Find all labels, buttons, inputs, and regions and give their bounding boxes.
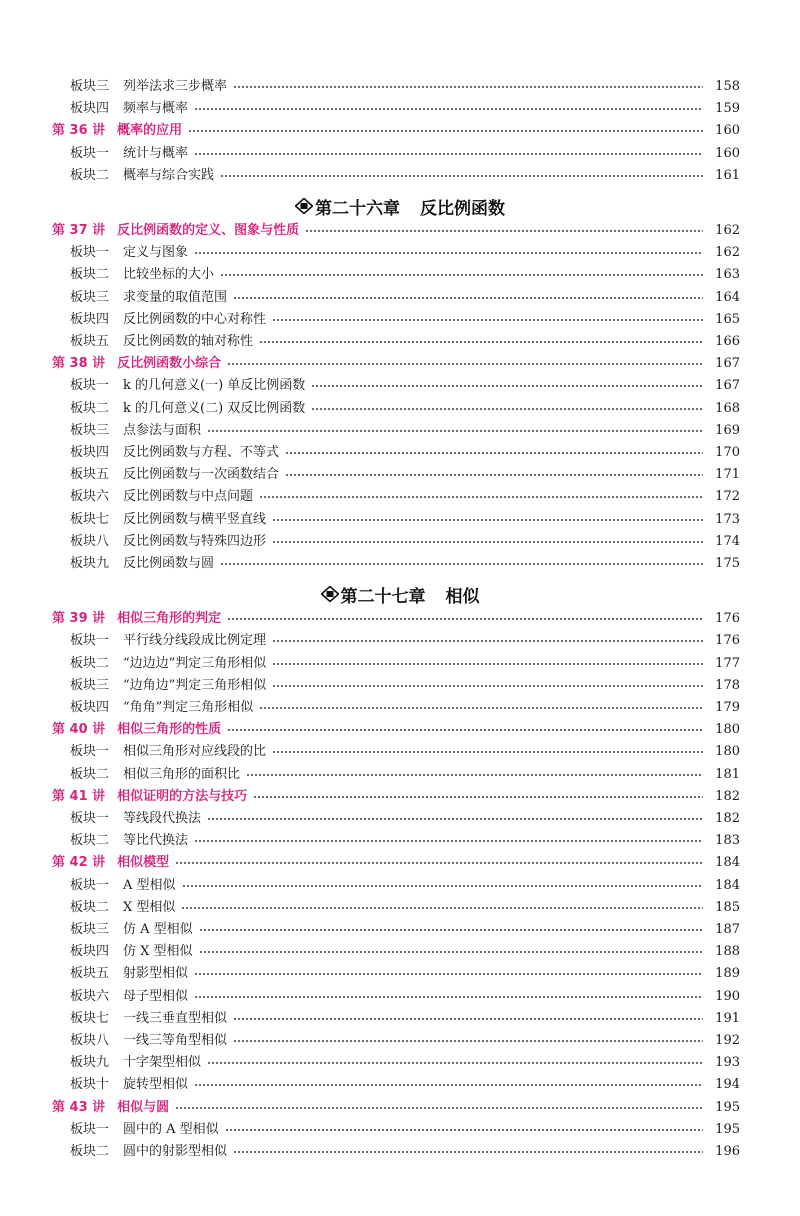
dot-leader bbox=[272, 519, 703, 521]
section-label: 板块二 bbox=[70, 400, 110, 416]
page-number: 184 bbox=[715, 877, 740, 893]
lecture-number: 第 37 讲 bbox=[52, 223, 106, 238]
section-entry[interactable] bbox=[0, 531, 800, 553]
page-number: 173 bbox=[715, 511, 740, 527]
chapter-number: 第二十六章 bbox=[315, 198, 400, 219]
section-title: 等比代换法 bbox=[123, 833, 189, 849]
dot-leader bbox=[220, 274, 703, 276]
page-number: 182 bbox=[715, 811, 740, 826]
section-entry[interactable] bbox=[0, 1074, 800, 1096]
dot-leader bbox=[233, 1151, 703, 1153]
dot-leader bbox=[182, 885, 704, 887]
section-entry[interactable] bbox=[0, 375, 800, 397]
page-number: 183 bbox=[715, 833, 740, 849]
section-label: 板块五 bbox=[70, 467, 110, 483]
dot-leader bbox=[233, 1040, 703, 1042]
page-number: 194 bbox=[715, 1077, 740, 1093]
section-entry[interactable] bbox=[0, 764, 800, 786]
lecture-entry[interactable] bbox=[0, 608, 800, 630]
dot-leader bbox=[227, 729, 703, 731]
lecture-number: 第 36 讲 bbox=[52, 123, 106, 139]
section-title: 概率与综合实践 bbox=[123, 167, 215, 183]
page-number: 160 bbox=[715, 123, 740, 139]
page-number: 161 bbox=[715, 167, 740, 183]
page-number: 189 bbox=[715, 966, 740, 982]
section-label: 板块二 bbox=[70, 167, 110, 183]
page-number: 193 bbox=[715, 1055, 740, 1071]
section-title: 定义与图象 bbox=[123, 245, 189, 261]
section-entry[interactable] bbox=[0, 808, 800, 830]
page-number: 190 bbox=[715, 988, 740, 1004]
dot-leader bbox=[194, 840, 703, 842]
dot-leader bbox=[253, 796, 703, 798]
section-label: 板块四 bbox=[70, 101, 110, 117]
lecture-title: 反比例函数小综合 bbox=[117, 356, 222, 372]
section-label: 板块一 bbox=[70, 245, 110, 261]
section-entry[interactable] bbox=[0, 331, 800, 353]
section-entry[interactable] bbox=[0, 1119, 800, 1141]
section-label: 板块九 bbox=[70, 1055, 110, 1071]
lecture-number: 第 41 讲 bbox=[52, 788, 106, 804]
section-entry[interactable] bbox=[0, 464, 800, 486]
section-entry[interactable] bbox=[0, 76, 800, 98]
section-entry[interactable] bbox=[0, 963, 800, 985]
dot-leader bbox=[259, 707, 703, 709]
section-entry[interactable] bbox=[0, 420, 800, 442]
dot-leader bbox=[225, 1129, 704, 1131]
dot-leader bbox=[194, 108, 703, 110]
dot-leader bbox=[207, 818, 703, 820]
section-entry[interactable] bbox=[0, 1008, 800, 1030]
dot-leader bbox=[175, 1107, 703, 1109]
page-number: 187 bbox=[715, 922, 740, 937]
page-number: 165 bbox=[715, 311, 740, 327]
lecture-number: 第 43 讲 bbox=[52, 1099, 106, 1115]
page-number: 174 bbox=[715, 533, 740, 549]
page-number: 170 bbox=[715, 445, 740, 460]
section-entry[interactable] bbox=[0, 630, 800, 652]
section-label: 板块二 bbox=[70, 833, 110, 849]
section-label: 板块三 bbox=[70, 422, 110, 438]
section-label: 板块八 bbox=[70, 533, 110, 549]
page-number: 195 bbox=[715, 1121, 740, 1137]
section-title: 求变量的取值范围 bbox=[123, 289, 228, 305]
lecture-title: 相似证明的方法与技巧 bbox=[117, 788, 248, 804]
section-title: 射影型相似 bbox=[123, 966, 189, 982]
dot-leader bbox=[207, 1062, 703, 1064]
dot-leader bbox=[272, 751, 703, 753]
dot-leader bbox=[259, 341, 703, 343]
chapter-number: 第二十七章 bbox=[340, 586, 426, 607]
dot-leader bbox=[233, 86, 703, 88]
page-number: 181 bbox=[715, 766, 740, 782]
section-title: 母子型相似 bbox=[123, 988, 189, 1004]
lecture-title: 相似与圆 bbox=[117, 1099, 170, 1115]
dot-leader bbox=[220, 563, 703, 565]
section-entry[interactable] bbox=[0, 741, 800, 763]
section-entry[interactable] bbox=[0, 509, 800, 531]
section-label: 板块二 bbox=[70, 766, 110, 782]
lecture-entry[interactable] bbox=[0, 786, 800, 808]
dot-leader bbox=[285, 474, 703, 476]
section-entry[interactable] bbox=[0, 553, 800, 575]
section-title: X 型相似 bbox=[123, 899, 176, 915]
section-title: 反比例函数的轴对称性 bbox=[123, 334, 254, 349]
section-entry[interactable] bbox=[0, 830, 800, 852]
section-label: 板块一 bbox=[70, 145, 110, 161]
dot-leader bbox=[272, 319, 703, 321]
section-entry[interactable] bbox=[0, 653, 800, 675]
section-title: 反比例函数的中心对称性 bbox=[123, 311, 267, 327]
page-number: 178 bbox=[715, 677, 740, 693]
section-entry[interactable] bbox=[0, 398, 800, 420]
page-number: 188 bbox=[715, 944, 740, 960]
section-label: 板块二 bbox=[70, 655, 110, 671]
section-title: “边角边”判定三角形相似 bbox=[123, 677, 267, 693]
section-title: k 的几何意义(二) 双反比例函数 bbox=[123, 400, 306, 416]
section-entry[interactable] bbox=[0, 919, 800, 941]
section-title: 一线三等角型相似 bbox=[123, 1033, 228, 1048]
section-title: 等线段代换法 bbox=[123, 811, 202, 826]
section-title: 点参法与面积 bbox=[123, 422, 202, 438]
section-title: 相似三角形的面积比 bbox=[123, 766, 241, 782]
chapter-heading bbox=[0, 192, 800, 220]
page-number: 167 bbox=[715, 378, 740, 394]
lecture-title: 相似三角形的判定 bbox=[117, 611, 222, 627]
section-label: 板块十 bbox=[70, 1077, 110, 1093]
dot-leader bbox=[199, 951, 704, 953]
lecture-title: 相似模型 bbox=[117, 855, 170, 871]
section-label: 板块三 bbox=[70, 922, 110, 937]
section-title: 比较坐标的大小 bbox=[123, 267, 215, 283]
page-number: 172 bbox=[715, 489, 740, 505]
chapter-diamond-icon bbox=[295, 198, 313, 214]
page-number: 169 bbox=[715, 422, 740, 438]
chapter-title: 反比例函数 bbox=[420, 198, 505, 219]
section-entry[interactable] bbox=[0, 442, 800, 464]
page-number: 176 bbox=[715, 633, 740, 649]
page-number: 179 bbox=[715, 700, 740, 715]
section-label: 板块三 bbox=[70, 289, 110, 305]
section-title: 一线三垂直型相似 bbox=[123, 1010, 228, 1026]
dot-leader bbox=[175, 862, 703, 864]
section-entry[interactable] bbox=[0, 1141, 800, 1163]
page-number: 162 bbox=[715, 223, 740, 238]
page-number: 180 bbox=[715, 722, 740, 738]
page-number: 162 bbox=[715, 245, 740, 261]
section-label: 板块一 bbox=[70, 378, 110, 394]
section-title: 旋转型相似 bbox=[123, 1077, 189, 1093]
section-label: 板块四 bbox=[70, 445, 110, 460]
dot-leader bbox=[194, 153, 703, 155]
section-title: 反比例函数与中点问题 bbox=[123, 489, 254, 505]
lecture-number: 第 39 讲 bbox=[52, 611, 106, 627]
section-title: 平行线分线段成比例定理 bbox=[123, 633, 267, 649]
section-label: 板块四 bbox=[70, 700, 110, 715]
lecture-number: 第 38 讲 bbox=[52, 356, 106, 372]
section-entry[interactable] bbox=[0, 897, 800, 919]
dot-leader bbox=[272, 541, 703, 543]
section-label: 板块二 bbox=[70, 899, 110, 915]
page-number: 175 bbox=[715, 556, 740, 571]
section-entry[interactable] bbox=[0, 675, 800, 697]
section-label: 板块五 bbox=[70, 334, 110, 349]
section-title: 反比例函数与圆 bbox=[123, 556, 215, 571]
section-entry[interactable] bbox=[0, 242, 800, 264]
dot-leader bbox=[246, 774, 703, 776]
lecture-entry[interactable] bbox=[0, 1097, 800, 1119]
section-entry[interactable] bbox=[0, 1030, 800, 1052]
dot-leader bbox=[207, 430, 703, 432]
dot-leader bbox=[181, 907, 703, 909]
section-label: 板块七 bbox=[70, 1010, 110, 1026]
lecture-entry[interactable] bbox=[0, 353, 800, 375]
section-title: 反比例函数与横平竖直线 bbox=[123, 511, 267, 527]
page-number: 184 bbox=[715, 855, 740, 871]
dot-leader bbox=[272, 685, 703, 687]
page-number: 191 bbox=[715, 1010, 740, 1026]
section-label: 板块一 bbox=[70, 877, 110, 893]
dot-leader bbox=[259, 496, 703, 498]
section-title: 反比例函数与特殊四边形 bbox=[123, 533, 267, 549]
page-number: 166 bbox=[715, 334, 740, 349]
chapter-title: 相似 bbox=[445, 586, 480, 607]
dot-leader bbox=[199, 929, 704, 931]
dot-leader bbox=[272, 663, 703, 665]
page-number: 163 bbox=[715, 267, 740, 283]
section-title: 统计与概率 bbox=[123, 145, 189, 161]
section-label: 板块五 bbox=[70, 966, 110, 982]
section-entry[interactable] bbox=[0, 1052, 800, 1074]
section-entry[interactable] bbox=[0, 875, 800, 897]
section-title: 列举法求三步概率 bbox=[123, 79, 228, 94]
lecture-entry[interactable] bbox=[0, 719, 800, 741]
section-title: A 型相似 bbox=[123, 877, 176, 893]
section-entry[interactable] bbox=[0, 309, 800, 331]
lecture-entry[interactable] bbox=[0, 220, 800, 242]
dot-leader bbox=[194, 1084, 703, 1086]
section-title: “角角”判定三角形相似 bbox=[123, 700, 254, 715]
lecture-title: 相似三角形的性质 bbox=[117, 722, 222, 738]
section-label: 板块八 bbox=[70, 1033, 110, 1048]
section-label: 板块二 bbox=[70, 267, 110, 283]
section-entry[interactable] bbox=[0, 264, 800, 286]
section-title: 频率与概率 bbox=[123, 101, 189, 117]
section-title: 圆中的射影型相似 bbox=[123, 1144, 228, 1159]
section-label: 板块一 bbox=[70, 811, 110, 826]
page-number: 167 bbox=[715, 356, 740, 372]
dot-leader bbox=[285, 452, 703, 454]
section-title: “边边边”判定三角形相似 bbox=[123, 655, 267, 671]
dot-leader bbox=[227, 618, 703, 620]
page-number: 195 bbox=[715, 1099, 740, 1115]
section-label: 板块三 bbox=[70, 677, 110, 693]
dot-leader bbox=[194, 996, 703, 998]
section-entry[interactable] bbox=[0, 986, 800, 1008]
section-label: 板块九 bbox=[70, 556, 110, 571]
lecture-entry[interactable] bbox=[0, 120, 800, 142]
section-entry[interactable] bbox=[0, 941, 800, 963]
page-number: 185 bbox=[715, 899, 740, 915]
dot-leader bbox=[220, 175, 703, 177]
page-number: 192 bbox=[715, 1033, 740, 1048]
lecture-number: 第 40 讲 bbox=[52, 722, 106, 738]
page-number: 158 bbox=[715, 79, 740, 94]
section-title: k 的几何意义(一) 单反比例函数 bbox=[123, 378, 306, 394]
section-label: 板块四 bbox=[70, 311, 110, 327]
section-label: 板块一 bbox=[70, 633, 110, 649]
section-title: 反比例函数与一次函数结合 bbox=[123, 467, 280, 483]
page-number: 177 bbox=[715, 655, 740, 671]
section-entry[interactable] bbox=[0, 143, 800, 165]
section-label: 板块一 bbox=[70, 744, 110, 760]
section-title: 仿 X 型相似 bbox=[123, 944, 193, 960]
section-label: 板块六 bbox=[70, 988, 110, 1004]
lecture-title: 概率的应用 bbox=[117, 123, 183, 139]
page-number: 160 bbox=[715, 145, 740, 161]
section-title: 仿 A 型相似 bbox=[123, 922, 193, 937]
chapter-heading bbox=[0, 580, 800, 608]
dot-leader bbox=[188, 130, 703, 132]
section-label: 板块二 bbox=[70, 1144, 110, 1159]
page-number: 180 bbox=[715, 744, 740, 760]
chapter-diamond-icon bbox=[321, 586, 339, 602]
page-number: 182 bbox=[715, 788, 740, 804]
dot-leader bbox=[194, 973, 703, 975]
section-label: 板块六 bbox=[70, 489, 110, 505]
page-number: 176 bbox=[715, 611, 740, 627]
dot-leader bbox=[194, 252, 703, 254]
section-label: 板块一 bbox=[70, 1121, 110, 1137]
section-title: 圆中的 A 型相似 bbox=[123, 1121, 219, 1137]
dot-leader bbox=[305, 230, 703, 232]
section-title: 反比例函数与方程、不等式 bbox=[123, 445, 280, 460]
section-label: 板块四 bbox=[70, 944, 110, 960]
lecture-title: 反比例函数的定义、图象与性质 bbox=[117, 223, 300, 238]
dot-leader bbox=[272, 640, 703, 642]
page-number: 164 bbox=[715, 289, 740, 305]
section-entry[interactable] bbox=[0, 486, 800, 508]
section-title: 相似三角形对应线段的比 bbox=[123, 744, 267, 760]
lecture-number: 第 42 讲 bbox=[52, 855, 106, 871]
dot-leader bbox=[233, 297, 703, 299]
section-entry[interactable] bbox=[0, 287, 800, 309]
section-entry[interactable] bbox=[0, 98, 800, 120]
dot-leader bbox=[311, 408, 703, 410]
section-entry[interactable] bbox=[0, 697, 800, 719]
section-title: 十字架型相似 bbox=[123, 1055, 202, 1071]
page-number: 171 bbox=[715, 467, 740, 483]
dot-leader bbox=[227, 363, 703, 365]
dot-leader bbox=[233, 1018, 703, 1020]
dot-leader bbox=[311, 385, 703, 387]
section-label: 板块七 bbox=[70, 511, 110, 527]
page-number: 168 bbox=[715, 400, 740, 416]
lecture-entry[interactable] bbox=[0, 852, 800, 874]
section-entry[interactable] bbox=[0, 165, 800, 187]
section-label: 板块三 bbox=[70, 79, 110, 94]
page-number: 196 bbox=[715, 1144, 740, 1159]
page-number: 159 bbox=[715, 101, 740, 117]
